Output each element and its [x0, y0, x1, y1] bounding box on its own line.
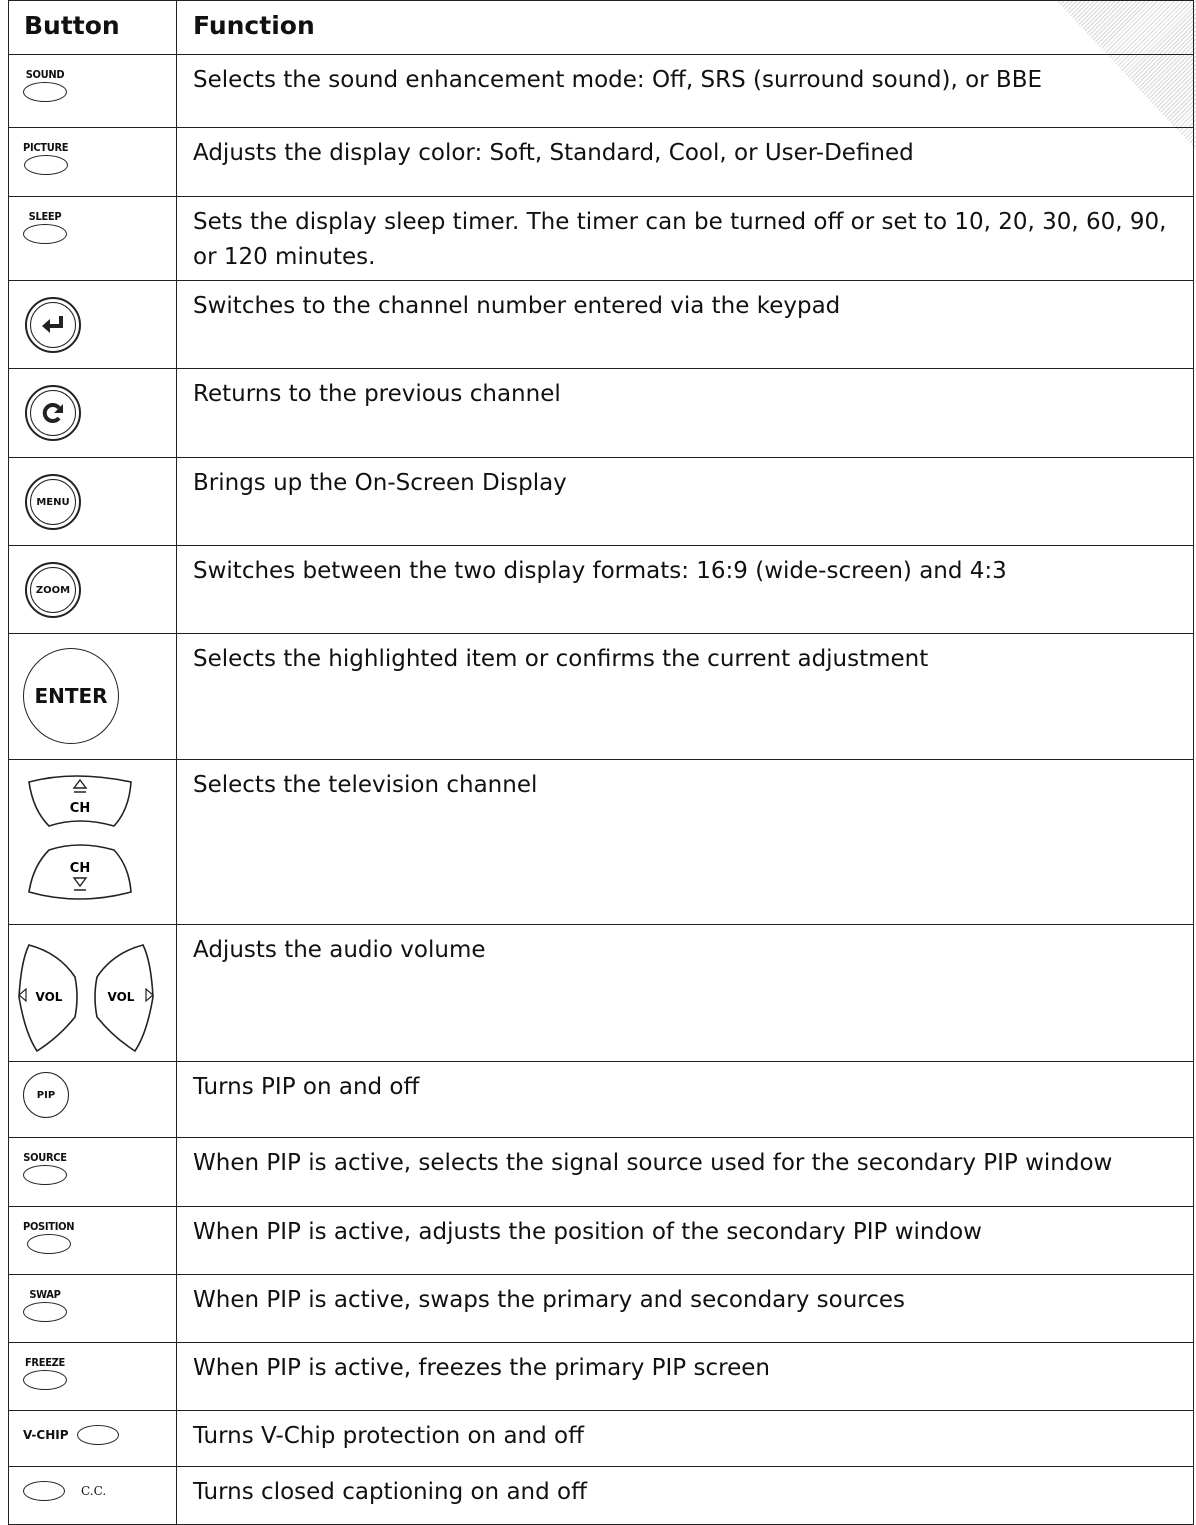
button-cell	[9, 925, 177, 1062]
table-row	[9, 546, 1194, 634]
button-cell	[9, 634, 177, 760]
volume-right-label: VOL	[107, 990, 135, 1004]
function-cell: Adjusts the audio volume	[177, 925, 1194, 1062]
button-cell	[9, 546, 177, 634]
button-cell	[9, 1411, 177, 1467]
closed-caption-button-icon	[9, 1467, 176, 1501]
button-label: MENU	[30, 479, 76, 525]
button-cell	[9, 369, 177, 458]
button-label: SWAP	[29, 1288, 61, 1301]
button-cell	[9, 1343, 177, 1411]
swap-button-icon	[23, 1289, 67, 1322]
enter-arrow-icon	[25, 297, 81, 353]
table-header-row	[9, 1, 1194, 55]
channel-down-label: CH	[69, 861, 91, 876]
function-cell: Selects the highlighted item or confirms the current adjustment	[177, 634, 1194, 760]
button-cell	[9, 281, 177, 369]
pip-button-icon	[23, 1072, 69, 1118]
button-cell	[9, 55, 177, 128]
table-row	[9, 281, 1194, 369]
table-row	[9, 925, 1194, 1062]
enter-button-icon	[23, 648, 119, 744]
table-row	[9, 1275, 1194, 1343]
function-cell: Switches to the channel number entered via the keypad	[177, 281, 1194, 369]
table-row	[9, 1138, 1194, 1207]
button-cell	[9, 1207, 177, 1275]
v-chip-button-icon	[9, 1411, 176, 1445]
volume-left-right-icon	[11, 933, 169, 1057]
table-row	[9, 197, 1194, 281]
button-cell	[9, 760, 177, 925]
table-row	[9, 1062, 1194, 1138]
channel-up-label: CH	[69, 801, 91, 816]
function-cell: When PIP is active, adjusts the position of the secondary PIP window	[177, 1207, 1194, 1275]
button-label: SLEEP	[28, 210, 62, 223]
button-cell	[9, 128, 177, 197]
table-row	[9, 1343, 1194, 1411]
function-cell: When PIP is active, swaps the primary and secondary sources	[177, 1275, 1194, 1343]
button-label: C.C.	[81, 1484, 107, 1498]
channel-up-down-icon	[19, 770, 169, 920]
button-cell	[9, 197, 177, 281]
function-cell: Turns PIP on and off	[177, 1062, 1194, 1138]
button-label: V-CHIP	[23, 1428, 69, 1442]
menu-button-icon	[25, 474, 81, 530]
button-label: PICTURE	[23, 141, 69, 154]
function-cell: Turns closed captioning on and off	[177, 1467, 1194, 1525]
button-label: ENTER	[34, 684, 108, 708]
table-row	[9, 1207, 1194, 1275]
sound-button-icon	[23, 69, 67, 102]
button-cell	[9, 458, 177, 546]
function-cell: Selects the television channel	[177, 760, 1194, 925]
button-column-header: Button	[9, 1, 177, 55]
function-cell: Selects the sound enhancement mode: Off, SRS (surround sound), or BBE	[177, 55, 1194, 128]
button-label: PIP	[36, 1089, 56, 1101]
freeze-button-icon	[23, 1357, 67, 1390]
button-label: SOURCE	[23, 1151, 67, 1164]
button-cell	[9, 1062, 177, 1138]
function-cell: Brings up the On-Screen Display	[177, 458, 1194, 546]
button-label: POSITION	[23, 1220, 75, 1233]
function-column-header: Function	[177, 1, 1194, 55]
table-row	[9, 760, 1194, 925]
button-label: SOUND	[25, 68, 65, 81]
button-cell	[9, 1275, 177, 1343]
picture-button-icon	[23, 142, 68, 175]
return-arrow-icon	[25, 385, 81, 441]
button-label: ZOOM	[30, 567, 76, 613]
table-row	[9, 369, 1194, 458]
volume-left-label: VOL	[35, 990, 63, 1004]
button-cell	[9, 1138, 177, 1207]
table-row	[9, 55, 1194, 128]
function-cell: Switches between the two display formats: 16:9 (wide-screen) and 4:3	[177, 546, 1194, 634]
table-row	[9, 128, 1194, 197]
table-row	[9, 1411, 1194, 1467]
function-cell: When PIP is active, freezes the primary PIP screen	[177, 1343, 1194, 1411]
zoom-button-icon	[25, 562, 81, 618]
table-row	[9, 634, 1194, 760]
position-button-icon	[23, 1221, 74, 1254]
remote-buttons-table	[8, 0, 1194, 1525]
function-cell: Adjusts the display color: Soft, Standard, Cool, or User-Defined	[177, 128, 1194, 197]
sleep-button-icon	[23, 211, 67, 244]
source-button-icon	[23, 1152, 67, 1185]
function-cell: Sets the display sleep timer. The timer can be turned off or set to 10, 20, 30, 60, 90, or 120 minutes.	[177, 197, 1194, 281]
button-label: FREEZE	[24, 1356, 66, 1369]
function-cell: When PIP is active, selects the signal source used for the secondary PIP window	[177, 1138, 1194, 1207]
table-row	[9, 458, 1194, 546]
function-cell: Turns V-Chip protection on and off	[177, 1411, 1194, 1467]
function-cell: Returns to the previous channel	[177, 369, 1194, 458]
